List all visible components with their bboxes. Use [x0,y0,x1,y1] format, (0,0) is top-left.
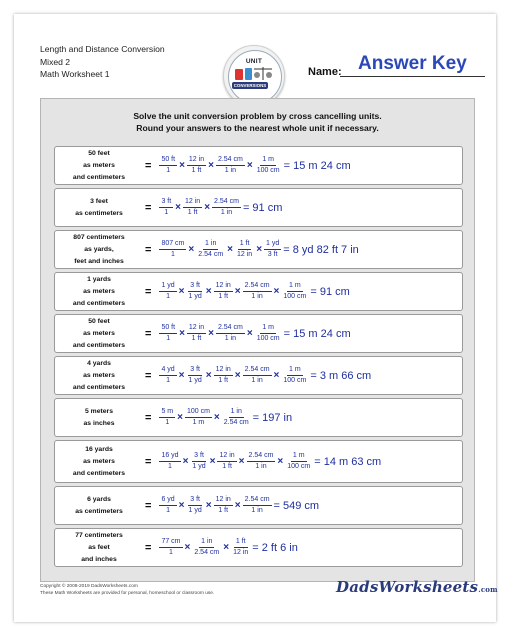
fraction-numerator: 12 in [214,366,233,376]
conversion-fraction [159,156,177,175]
fraction-numerator: 2.54 cm [243,282,272,292]
conversion-fraction [159,408,175,427]
worksheet-title: Length and Distance Conversion [40,44,165,54]
multiply-sign: × [208,160,214,171]
problems-panel [40,98,475,582]
fraction-numerator: 12 in [214,496,233,506]
problem-label-line: as centimeters [75,508,123,515]
footer-copyright [40,584,214,597]
conversion-result: = 15 m 24 cm [283,327,351,340]
conversion-fraction [159,366,176,385]
fraction-numerator: 1 m [291,452,307,462]
multiply-sign: × [273,286,280,297]
fraction-numerator: 3 ft [188,282,202,292]
fraction-denominator: 1 in [224,335,237,342]
fraction-denominator: 1 ft [218,377,229,384]
problem-label-line: as meters [83,372,115,379]
conversion-result: = 8 yd 82 ft 7 in [283,243,359,256]
problem-label-line: as centimeters [75,210,123,217]
problem-row [54,440,463,483]
conversion-result: = 91 cm [242,201,283,214]
fraction-numerator: 2.54 cm [243,496,272,506]
fraction-numerator: 1 m [260,324,276,334]
fraction-numerator: 3 ft [188,496,202,506]
problem-label-line: as yards, [84,246,114,253]
fraction-denominator: 1 [164,209,169,216]
conversion-expression [145,441,381,482]
conversion-result: = 91 cm [310,285,350,298]
fraction-numerator: 1 ft [238,240,252,250]
conversion-result: = 2 ft 6 in [252,541,298,554]
conversion-expression [145,357,371,394]
conversion-fraction [216,324,245,343]
problem-label-line: as meters [83,458,115,465]
logo-top-text: UNIT [245,58,263,65]
conversion-result: = 3 m 66 cm [310,369,372,382]
problem-row [54,486,463,525]
problem-label-line: 6 yards [87,496,111,503]
problem-label-line: and inches [81,556,117,563]
fraction-denominator: 1 [165,419,170,426]
fraction-numerator: 1 yd [159,282,176,292]
fraction-denominator: 1 [166,507,170,514]
fraction-numerator: 12 in [183,198,202,208]
conversion-fraction [159,496,176,515]
problem-label-line: as meters [83,288,115,295]
fraction-denominator: 2.54 cm [198,251,224,258]
fraction-denominator: 1 in [220,209,233,216]
multiply-sign: × [179,160,185,171]
problem-row [54,356,463,395]
conversion-fraction [187,282,204,301]
problem-label-line: 50 feet [88,150,110,157]
multiply-sign: × [205,500,212,511]
conversion-fraction [255,156,282,175]
problem-label [55,444,143,480]
fraction-denominator: 1 ft [191,335,202,342]
conversion-fraction [187,324,206,343]
problem-label-line: as feet [88,544,110,551]
equals-sign: = [145,327,152,340]
fraction-denominator: 2.54 cm [194,549,220,556]
fraction-numerator: 2.54 cm [247,452,276,462]
fraction-numerator: 50 ft [159,156,177,166]
problem-label [55,274,143,310]
problem-label-line: and centimeters [72,470,126,477]
conversion-fraction [185,408,212,427]
multiply-sign: × [238,456,245,467]
conversion-fraction [187,496,204,515]
multiply-sign: × [178,370,185,381]
conversion-fraction [281,282,308,301]
fraction-numerator: 1 yd [264,240,281,250]
logo-bottom-text: CONVERSIONS [233,83,267,88]
conversion-expression [145,399,292,436]
problem-label-line: feet and inches [74,258,124,265]
answer-key-title: Answer Key [358,53,467,74]
fraction-denominator: 1 m [192,419,205,426]
multiply-sign: × [213,412,220,423]
multiply-sign: × [205,370,212,381]
problem-label-line: 50 feet [88,318,110,325]
brand-name: DadsWorksheets [336,578,479,596]
problem-label [55,316,143,352]
fraction-numerator: 4 yd [159,366,176,376]
problem-label-line: 16 yards [85,446,113,453]
equals-sign: = [145,243,152,256]
fraction-numerator: 3 ft [192,452,206,462]
multiply-sign: × [177,412,183,423]
conversion-expression [145,487,319,524]
equals-sign: = [145,455,152,468]
equals-sign: = [145,541,152,554]
problem-label-line: and centimeters [72,174,126,181]
conversion-fraction [159,538,182,557]
fraction-denominator: 1 ft [222,463,232,470]
equals-sign: = [145,369,152,382]
conversion-result: = 197 in [252,411,293,424]
fraction-numerator: 3 ft [159,198,173,208]
conversion-fraction [217,452,236,471]
problem-row [54,528,463,567]
multiply-sign: × [204,202,211,213]
equals-sign: = [145,499,152,512]
conversion-fraction [247,452,276,471]
fraction-denominator: 1 yd [188,507,202,514]
conversion-fraction [216,156,245,175]
conversion-expression [145,529,298,566]
conversion-fraction [255,324,282,343]
conversion-fraction [159,198,173,217]
fraction-denominator: 1 in [224,167,237,174]
fraction-denominator: 1 in [251,377,263,384]
problem-row [54,272,463,311]
copyright-text: Copyright © 2008-2019 DadsWorksheets.com [40,584,138,589]
problem-label [55,232,143,268]
problem-row [54,146,463,185]
problem-label [55,494,143,518]
fraction-denominator: 100 cm [283,377,307,384]
conversion-expression [145,315,351,352]
multiply-sign: × [246,328,253,339]
conversion-expression [145,273,350,310]
fraction-numerator: 1 m [287,366,303,376]
multiply-sign: × [223,542,230,553]
multiply-sign: × [208,328,214,339]
multiply-sign: × [188,244,195,255]
fraction-numerator: 6 yd [159,496,176,506]
fraction-numerator: 2.54 cm [243,366,272,376]
fraction-numerator: 1 ft [234,538,248,548]
multiply-sign: × [175,202,182,213]
problem-label [55,196,143,220]
fraction-denominator: 1 yd [192,463,206,470]
problem-label-line: as meters [83,330,115,337]
fraction-numerator: 50 ft [159,324,177,334]
multiply-sign: × [273,370,280,381]
conversion-fraction [235,240,254,259]
problem-label [55,406,143,430]
conversion-fraction [281,366,308,385]
problem-row [54,314,463,353]
fraction-numerator: 12 in [187,324,206,334]
name-label: Name: [308,66,342,78]
fraction-numerator: 5 m [159,408,175,418]
fraction-numerator: 1 in [199,538,214,548]
conversion-fraction [196,240,225,259]
fraction-denominator: 1 in [251,293,263,300]
conversion-fraction [214,366,233,385]
conversion-fraction [285,452,312,471]
fraction-denominator: 1 ft [218,293,229,300]
conversion-expression [145,189,282,226]
fraction-numerator: 2.54 cm [216,324,245,334]
problem-label-line: 4 yards [87,360,111,367]
name-field-line [340,76,485,77]
fraction-denominator: 1 in [255,463,267,470]
conversion-fraction [243,282,272,301]
conversion-fraction [231,538,250,557]
fraction-numerator: 1 in [203,240,218,250]
conversion-fraction [159,452,180,471]
conversion-fraction [190,452,207,471]
problem-label-line: 807 centimeters [73,234,125,241]
fraction-denominator: 1 [168,463,172,470]
conversion-fraction [264,240,281,259]
multiply-sign: × [256,244,263,255]
multiply-sign: × [184,542,191,553]
conversion-fraction [187,156,206,175]
fraction-numerator: 2.54 cm [212,198,241,208]
conversion-fraction [243,496,272,515]
conversion-fraction [187,366,204,385]
equals-sign: = [145,285,152,298]
equals-sign: = [145,159,152,172]
problem-row [54,398,463,437]
fraction-denominator: 1 yd [188,377,202,384]
problem-row [54,230,463,269]
fraction-denominator: 1 [169,549,173,556]
dadsworksheets-logo [336,578,498,596]
fraction-denominator: 100 cm [256,167,280,174]
multiply-sign: × [182,456,189,467]
problem-label [55,358,143,394]
fraction-numerator: 807 cm [159,240,186,250]
fraction-numerator: 100 cm [185,408,212,418]
multiply-sign: × [179,328,185,339]
fraction-denominator: 100 cm [283,293,307,300]
ruler-scale-icon [234,66,274,82]
conversion-fraction [214,496,233,515]
instruction-line: Round your answers to the nearest whole unit if necessary. [136,123,379,133]
fraction-denominator: 1 ft [218,507,229,514]
fraction-numerator: 77 cm [159,538,182,548]
fraction-denominator: 1 [170,251,175,258]
worksheet-subtitle: Mixed 2 [40,56,71,67]
conversion-expression [145,231,359,268]
fraction-denominator: 1 [166,167,171,174]
equals-sign: = [145,411,152,424]
instructions [41,110,474,134]
usage-note: These Math Worksheets are provided for personal, homeschool or classroom use. [40,590,215,596]
fraction-numerator: 1 in [229,408,244,418]
conversion-fraction [222,408,251,427]
fraction-denominator: 1 [166,293,170,300]
conversion-fraction [159,324,177,343]
fraction-denominator: 1 ft [187,209,198,216]
problem-label-line: 77 centimeters [75,532,123,539]
worksheet-number: Math Worksheet 1 [40,69,110,79]
fraction-numerator: 12 in [187,156,206,166]
equals-sign: = [145,201,152,214]
fraction-numerator: 2.54 cm [216,156,245,166]
fraction-denominator: 100 cm [256,335,280,342]
fraction-denominator: 12 in [237,251,253,258]
conversion-fraction [212,198,241,217]
conversion-fraction [159,240,186,259]
instruction-line: Solve the unit conversion problem by cross cancelling units. [133,111,382,121]
problem-label-line: 5 meters [85,408,113,415]
problem-label-line: and centimeters [72,342,126,349]
multiply-sign: × [178,500,185,511]
fraction-denominator: 1 [166,335,171,342]
problem-label-line: and centimeters [72,300,126,307]
problem-label-line: 3 feet [90,198,108,205]
multiply-sign: × [234,370,241,381]
multiply-sign: × [227,244,233,255]
fraction-numerator: 12 in [217,452,236,462]
multiply-sign: × [234,500,241,511]
multiply-sign: × [277,456,284,467]
fraction-numerator: 1 m [287,282,303,292]
fraction-denominator: 1 yd [188,293,202,300]
conversion-result: = 15 m 24 cm [283,159,351,172]
fraction-denominator: 2.54 cm [223,419,249,426]
conversion-fraction [243,366,272,385]
problem-label [55,530,143,566]
conversion-result: = 549 cm [273,499,320,512]
fraction-denominator: 1 in [251,507,263,514]
multiply-sign: × [234,286,241,297]
worksheet-title-block [40,43,165,81]
problem-label [55,148,143,184]
multiply-sign: × [246,160,253,171]
fraction-numerator: 16 yd [159,452,180,462]
problem-label-line: and centimeters [72,384,126,391]
multiply-sign: × [209,456,216,467]
fraction-numerator: 3 ft [188,366,202,376]
fraction-denominator: 100 cm [287,463,311,470]
conversion-fraction [214,282,233,301]
conversion-fraction [183,198,202,217]
brand-suffix: .com [478,585,498,594]
problem-label-line: 1 yards [87,276,111,283]
conversion-expression [145,147,351,184]
fraction-denominator: 1 [166,377,170,384]
problem-label-line: as inches [83,420,115,427]
conversion-fraction [192,538,221,557]
conversion-fraction [159,282,176,301]
fraction-denominator: 12 in [233,549,249,556]
conversion-result: = 14 m 63 cm [314,455,382,468]
fraction-denominator: 1 ft [191,167,202,174]
fraction-numerator: 12 in [214,282,233,292]
multiply-sign: × [205,286,212,297]
problem-label-line: as meters [83,162,115,169]
multiply-sign: × [178,286,185,297]
problem-row [54,188,463,227]
fraction-numerator: 1 m [260,156,276,166]
fraction-denominator: 3 ft [267,251,278,258]
